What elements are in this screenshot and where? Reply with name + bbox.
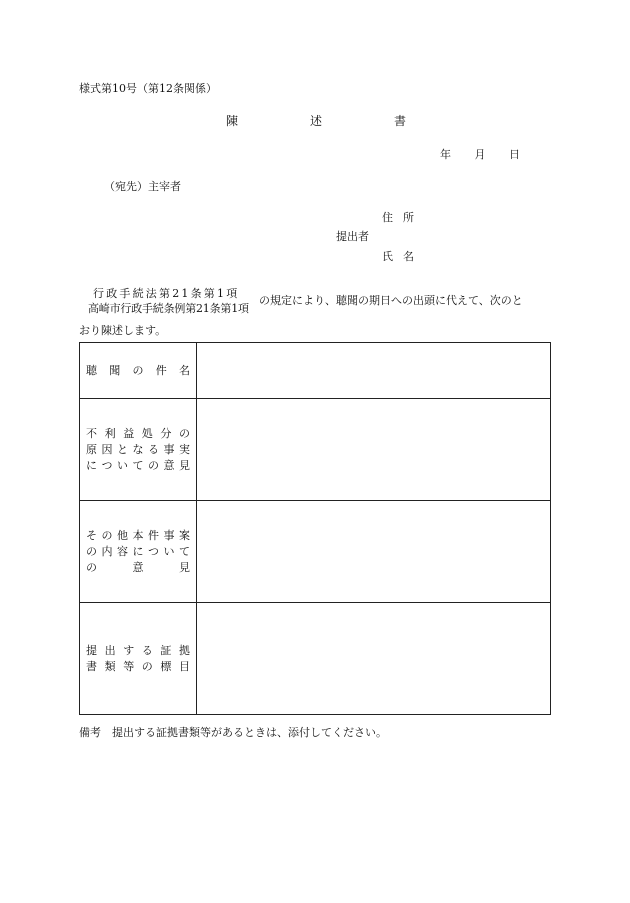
label-char: 提	[86, 643, 97, 657]
label-char: 出	[104, 643, 116, 657]
label-line	[86, 544, 190, 560]
label-char: 証	[160, 643, 172, 657]
label-char: に	[132, 544, 144, 558]
label-char: に	[86, 458, 97, 472]
label-char: い	[117, 458, 128, 472]
title-char: 陳	[226, 114, 239, 128]
label-line	[86, 528, 190, 544]
body-text-1: の規定により、聴聞の期日への出頭に代えて、次のと	[259, 294, 523, 307]
table-row	[80, 603, 551, 715]
label-line	[86, 458, 190, 474]
label-char: 聴	[86, 363, 97, 377]
label-char: 他	[117, 528, 128, 542]
law-reference-2: 高崎市行政手続条例第21条第1項	[88, 302, 249, 315]
label-char: 原	[86, 442, 97, 456]
label-line	[86, 363, 190, 379]
label-line	[86, 442, 190, 458]
label-char: の	[101, 528, 113, 542]
label-char: 見	[179, 458, 190, 472]
label-char: 書	[86, 659, 97, 673]
row-value[interactable]	[197, 603, 551, 715]
label-char: そ	[86, 528, 97, 542]
label-char: の	[141, 659, 153, 673]
label-char: 内	[101, 544, 113, 558]
label-char: 容	[117, 544, 128, 558]
addressee: （宛先）主宰者	[104, 180, 181, 193]
date-day: 日	[509, 148, 520, 161]
table-row	[80, 399, 551, 501]
label-char: 件	[155, 363, 167, 377]
label-char: 益	[123, 426, 135, 440]
label-char: て	[179, 544, 190, 558]
label-char: 案	[179, 528, 190, 542]
row-value[interactable]	[197, 343, 551, 399]
form-number: 様式第10号（第12条関係）	[79, 82, 217, 95]
label-char: て	[132, 458, 144, 472]
label-char: る	[148, 442, 159, 456]
label-line	[86, 643, 190, 659]
label-char: 標	[160, 659, 172, 673]
label-char: 意	[132, 560, 144, 574]
label-char: つ	[101, 458, 113, 472]
row-label	[80, 603, 197, 715]
label-char: 実	[179, 442, 190, 456]
label-char: 類	[104, 659, 116, 673]
label-char: 聞	[109, 363, 121, 377]
name-label: 氏名	[382, 250, 424, 263]
date-line	[440, 146, 520, 162]
label-char: と	[117, 442, 128, 456]
label-char: 因	[101, 442, 113, 456]
row-value[interactable]	[197, 399, 551, 501]
label-char: 等	[123, 659, 135, 673]
table-row	[80, 501, 551, 603]
row-value[interactable]	[197, 501, 551, 603]
label-line	[86, 659, 190, 675]
label-char: 処	[141, 426, 153, 440]
label-char: 事	[163, 442, 175, 456]
label-char: 件	[148, 528, 159, 542]
label-char: 目	[178, 659, 190, 673]
title-char: 述	[309, 114, 322, 128]
label-line	[86, 560, 190, 576]
label-char: つ	[148, 544, 159, 558]
address-label: 住所	[382, 211, 424, 224]
label-char: 利	[104, 426, 116, 440]
label-char: 本	[132, 528, 144, 542]
label-char: の	[132, 363, 144, 377]
statement-table	[79, 342, 551, 715]
law-reference-1: 行政手続法第21条第1項	[93, 287, 240, 300]
label-char: な	[132, 442, 144, 456]
label-char: す	[123, 643, 135, 657]
label-char: の	[178, 426, 190, 440]
label-char: 見	[179, 560, 190, 574]
title-char: 書	[393, 114, 406, 128]
label-char: 名	[179, 363, 190, 377]
label-char: の	[86, 544, 97, 558]
label-char: 意	[163, 458, 175, 472]
label-char: 事	[163, 528, 175, 542]
date-month: 月	[474, 148, 486, 161]
row-label	[80, 399, 197, 501]
label-char: い	[163, 544, 175, 558]
label-char: る	[141, 643, 153, 657]
label-char: の	[148, 458, 159, 472]
date-year: 年	[440, 148, 451, 161]
notes: 備考 提出する証拠書類等があるときは、添付してください。	[79, 726, 387, 739]
row-label	[80, 501, 197, 603]
label-char: 分	[160, 426, 172, 440]
label-char: 拠	[178, 643, 190, 657]
document-title	[226, 112, 406, 129]
row-label	[80, 343, 197, 399]
label-char: の	[86, 560, 97, 574]
label-char: 不	[86, 426, 97, 440]
body-text-2: おり陳述します。	[79, 324, 167, 337]
table-row	[80, 343, 551, 399]
submitter-label: 提出者	[336, 230, 369, 243]
label-line	[86, 426, 190, 442]
